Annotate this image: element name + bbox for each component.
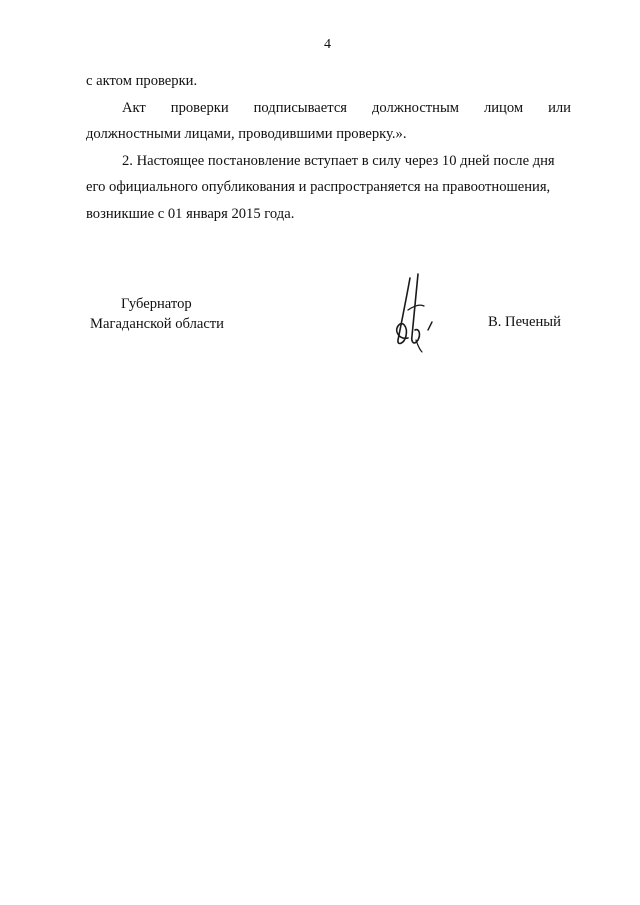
word: должностным xyxy=(371,99,460,116)
paragraph-line: его официального опубликования и распространяется на правоотношения, xyxy=(86,179,551,195)
paragraph-line: 2. Настоящее постановление вступает в силу через 10 дней после дня xyxy=(122,152,555,169)
word: или xyxy=(548,99,571,116)
paragraph-line: должностными лицами, проводившими проверку.». xyxy=(86,126,407,142)
word: Акт xyxy=(122,99,146,116)
signatory-title xyxy=(90,294,224,334)
position-title: Губернатор xyxy=(121,296,192,312)
signer-name: В. Печеный xyxy=(488,314,561,330)
paragraph-line: возникшие с 01 января 2015 года. xyxy=(86,205,295,222)
page-number: 4 xyxy=(324,37,331,52)
handwritten-signature xyxy=(388,270,448,355)
paragraph-line: с актом проверки. xyxy=(86,73,198,89)
paragraph-line-justified xyxy=(86,95,571,122)
word: проверки xyxy=(170,99,229,116)
word: подписывается xyxy=(253,99,348,116)
document-body xyxy=(86,68,571,227)
region-name: Магаданской области xyxy=(90,316,224,332)
word: лицом xyxy=(483,99,524,116)
